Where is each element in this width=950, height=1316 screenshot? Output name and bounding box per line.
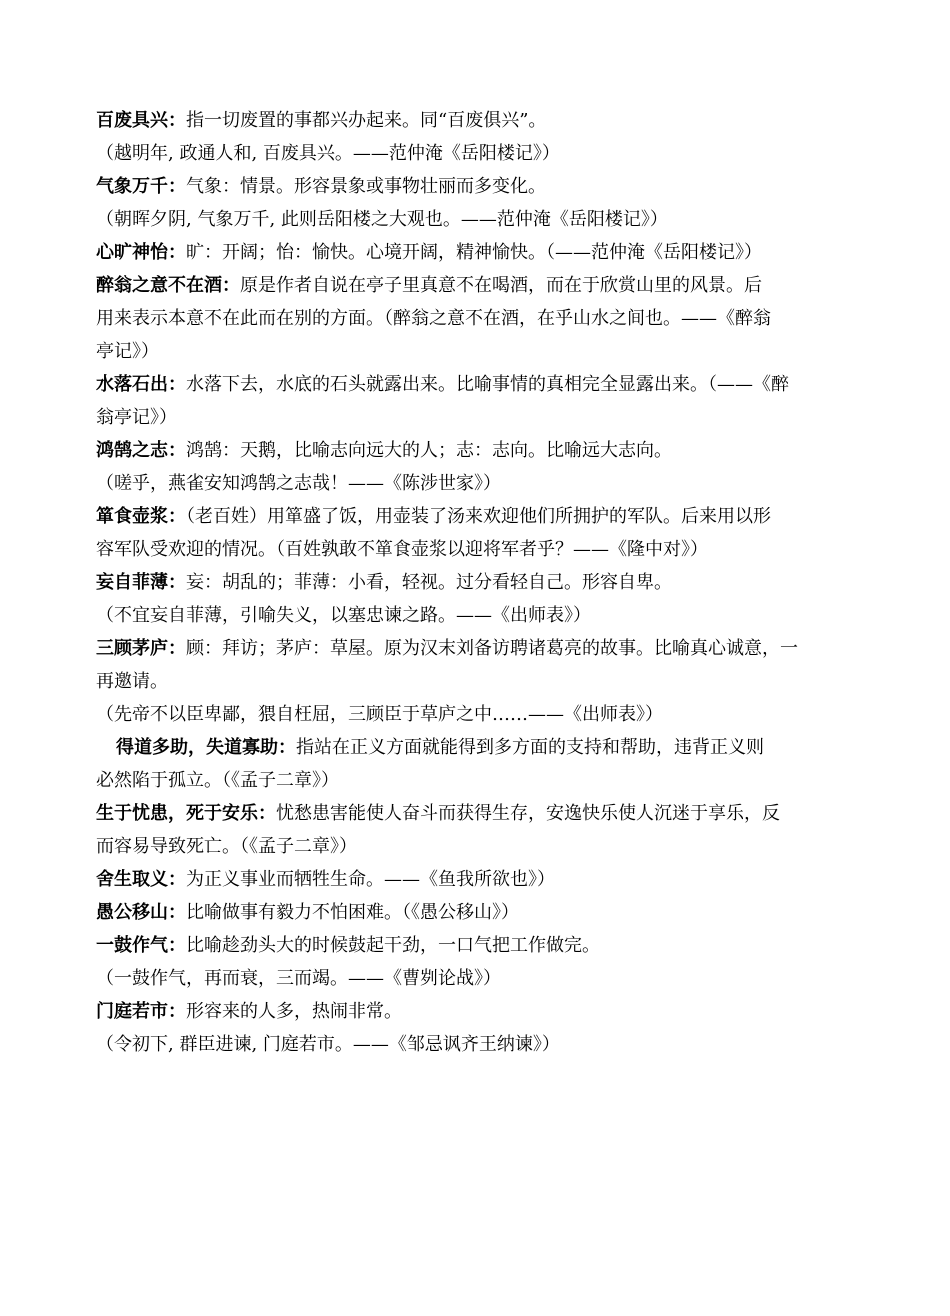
idiom-term: 愚公移山：	[96, 902, 186, 923]
idiom-term: 一鼓作气：	[96, 935, 186, 956]
entry-continuation-line	[96, 698, 856, 731]
idiom-term: 舍生取义：	[96, 869, 186, 890]
entry-text: 水落下去，水底的石头就露出来。比喻事情的真相完全显露出来。（——《醉	[186, 374, 789, 395]
idiom-entry-line	[96, 368, 856, 401]
entry-text: 气象：情景。形容景象或事物壮丽而多变化。	[186, 176, 546, 197]
entry-text: 容军队受欢迎的情况。（百姓孰敢不箪食壶浆以迎将军者乎？——《隆中对》）	[96, 539, 708, 560]
entry-continuation-line	[96, 302, 856, 335]
idiom-entry-line	[96, 269, 856, 302]
entry-continuation-line	[96, 533, 856, 566]
idiom-entry-line	[96, 863, 856, 896]
entry-text: 而容易导致死亡。（《孟子二章》）	[96, 836, 357, 857]
idiom-term: 得道多助，失道寡助：	[116, 737, 296, 758]
entry-continuation-line	[96, 665, 856, 698]
entry-text: 指一切废置的事都兴办起来。同“百废俱兴”。	[186, 110, 547, 131]
idiom-entry-line	[96, 731, 856, 764]
entry-text: 旷：开阔；怡：愉快。心境开阔，精神愉快。（——范仲淹《岳阳楼记》）	[186, 242, 762, 263]
idiom-term: 妄自菲薄：	[96, 572, 186, 593]
entry-text: 鸿鹄：天鹅，比喻志向远大的人；志：志向。比喻远大志向。	[186, 440, 672, 461]
idiom-term: 箪食壶浆：	[96, 506, 186, 527]
idiom-entry-line	[96, 104, 856, 137]
idiom-entry-line	[96, 170, 856, 203]
entry-text: 忧愁患害能使人奋斗而获得生存，安逸快乐使人沉迷于享乐，反	[276, 803, 780, 824]
idiom-entry-line	[96, 896, 856, 929]
idiom-entry-line	[96, 236, 856, 269]
entry-text: 形容来的人多，热闹非常。	[186, 1001, 402, 1022]
entry-continuation-line	[96, 203, 856, 236]
entry-text: （先帝不以臣卑鄙，猥自枉屈，三顾臣于草庐之中……——《出师表》）	[96, 704, 663, 725]
entry-text: 再邀请。	[96, 671, 168, 692]
idiom-entry-line	[96, 566, 856, 599]
idiom-term: 气象万千：	[96, 176, 186, 197]
idiom-entry-line	[96, 500, 856, 533]
idiom-entry-line	[96, 929, 856, 962]
idiom-entry-line	[96, 797, 856, 830]
entry-text: 妄：胡乱的；菲薄：小看，轻视。过分看轻自己。形容自卑。	[186, 572, 672, 593]
entry-text: （令初下, 群臣进谏, 门庭若市。——《邹忌讽齐王纳谏》）	[96, 1034, 560, 1055]
entry-text: （老百姓）用箪盛了饭，用壶装了汤来欢迎他们所拥护的军队。后来用以形	[186, 506, 771, 527]
entry-text: 原是作者自说在亭子里真意不在喝酒，而在于欣赏山里的风景。后	[240, 275, 762, 296]
entry-continuation-line	[96, 467, 856, 500]
entry-text: 顾：拜访；茅庐：草屋。原为汉末刘备访聘诸葛亮的故事。比喻真心诚意，一	[186, 638, 798, 659]
entry-text: （朝晖夕阴, 气象万千, 此则岳阳楼之大观也。——范仲淹《岳阳楼记》）	[96, 209, 668, 230]
idiom-entry-line	[96, 632, 856, 665]
entry-continuation-line	[96, 137, 856, 170]
entry-text: 比喻做事有毅力不怕困难。（《愚公移山》）	[186, 902, 519, 923]
idiom-term: 心旷神怡：	[96, 242, 186, 263]
entry-continuation-line	[96, 830, 856, 863]
entry-continuation-line	[96, 335, 856, 368]
idiom-term: 三顾茅庐：	[96, 638, 186, 659]
entry-continuation-line	[96, 1028, 856, 1061]
entry-continuation-line	[96, 764, 856, 797]
idiom-term: 生于忧患，死于安乐：	[96, 803, 276, 824]
idiom-term: 鸿鹄之志：	[96, 440, 186, 461]
entry-text: （嗟乎，燕雀安知鸿鹄之志哉！——《陈涉世家》）	[96, 473, 501, 494]
entry-text: 必然陷于孤立。（《孟子二章》）	[96, 770, 339, 791]
idiom-entry-line	[96, 434, 856, 467]
idiom-term: 百废具兴：	[96, 110, 186, 131]
entry-continuation-line	[96, 962, 856, 995]
entry-text: 为正义事业而牺牲生命。——《鱼我所欲也》）	[186, 869, 555, 890]
entry-text: 亭记》）	[96, 341, 159, 362]
entry-text: 翁亭记》）	[96, 407, 177, 428]
entry-text: （越明年, 政通人和, 百废具兴。——范仲淹《岳阳楼记》）	[96, 143, 560, 164]
idiom-term: 门庭若市：	[96, 1001, 186, 1022]
idiom-term: 醉翁之意不在酒：	[96, 275, 240, 296]
entry-continuation-line	[96, 401, 856, 434]
entry-text: 比喻趁劲头大的时候鼓起干劲，一口气把工作做完。	[186, 935, 600, 956]
entry-text: 指站在正义方面就能得到多方面的支持和帮助，违背正义则	[296, 737, 764, 758]
entry-continuation-line	[96, 599, 856, 632]
entry-text: （不宜妄自菲薄，引喻失义，以塞忠谏之路。——《出师表》）	[96, 605, 591, 626]
entry-text: （一鼓作气，再而衰，三而竭。——《曹刿论战》）	[96, 968, 501, 989]
entry-text: 用来表示本意不在此而在别的方面。（醉翁之意不在酒，在乎山水之间也。——《醉翁	[96, 308, 771, 329]
document-body	[96, 104, 856, 1061]
idiom-term: 水落石出：	[96, 374, 186, 395]
idiom-entry-line	[96, 995, 856, 1028]
